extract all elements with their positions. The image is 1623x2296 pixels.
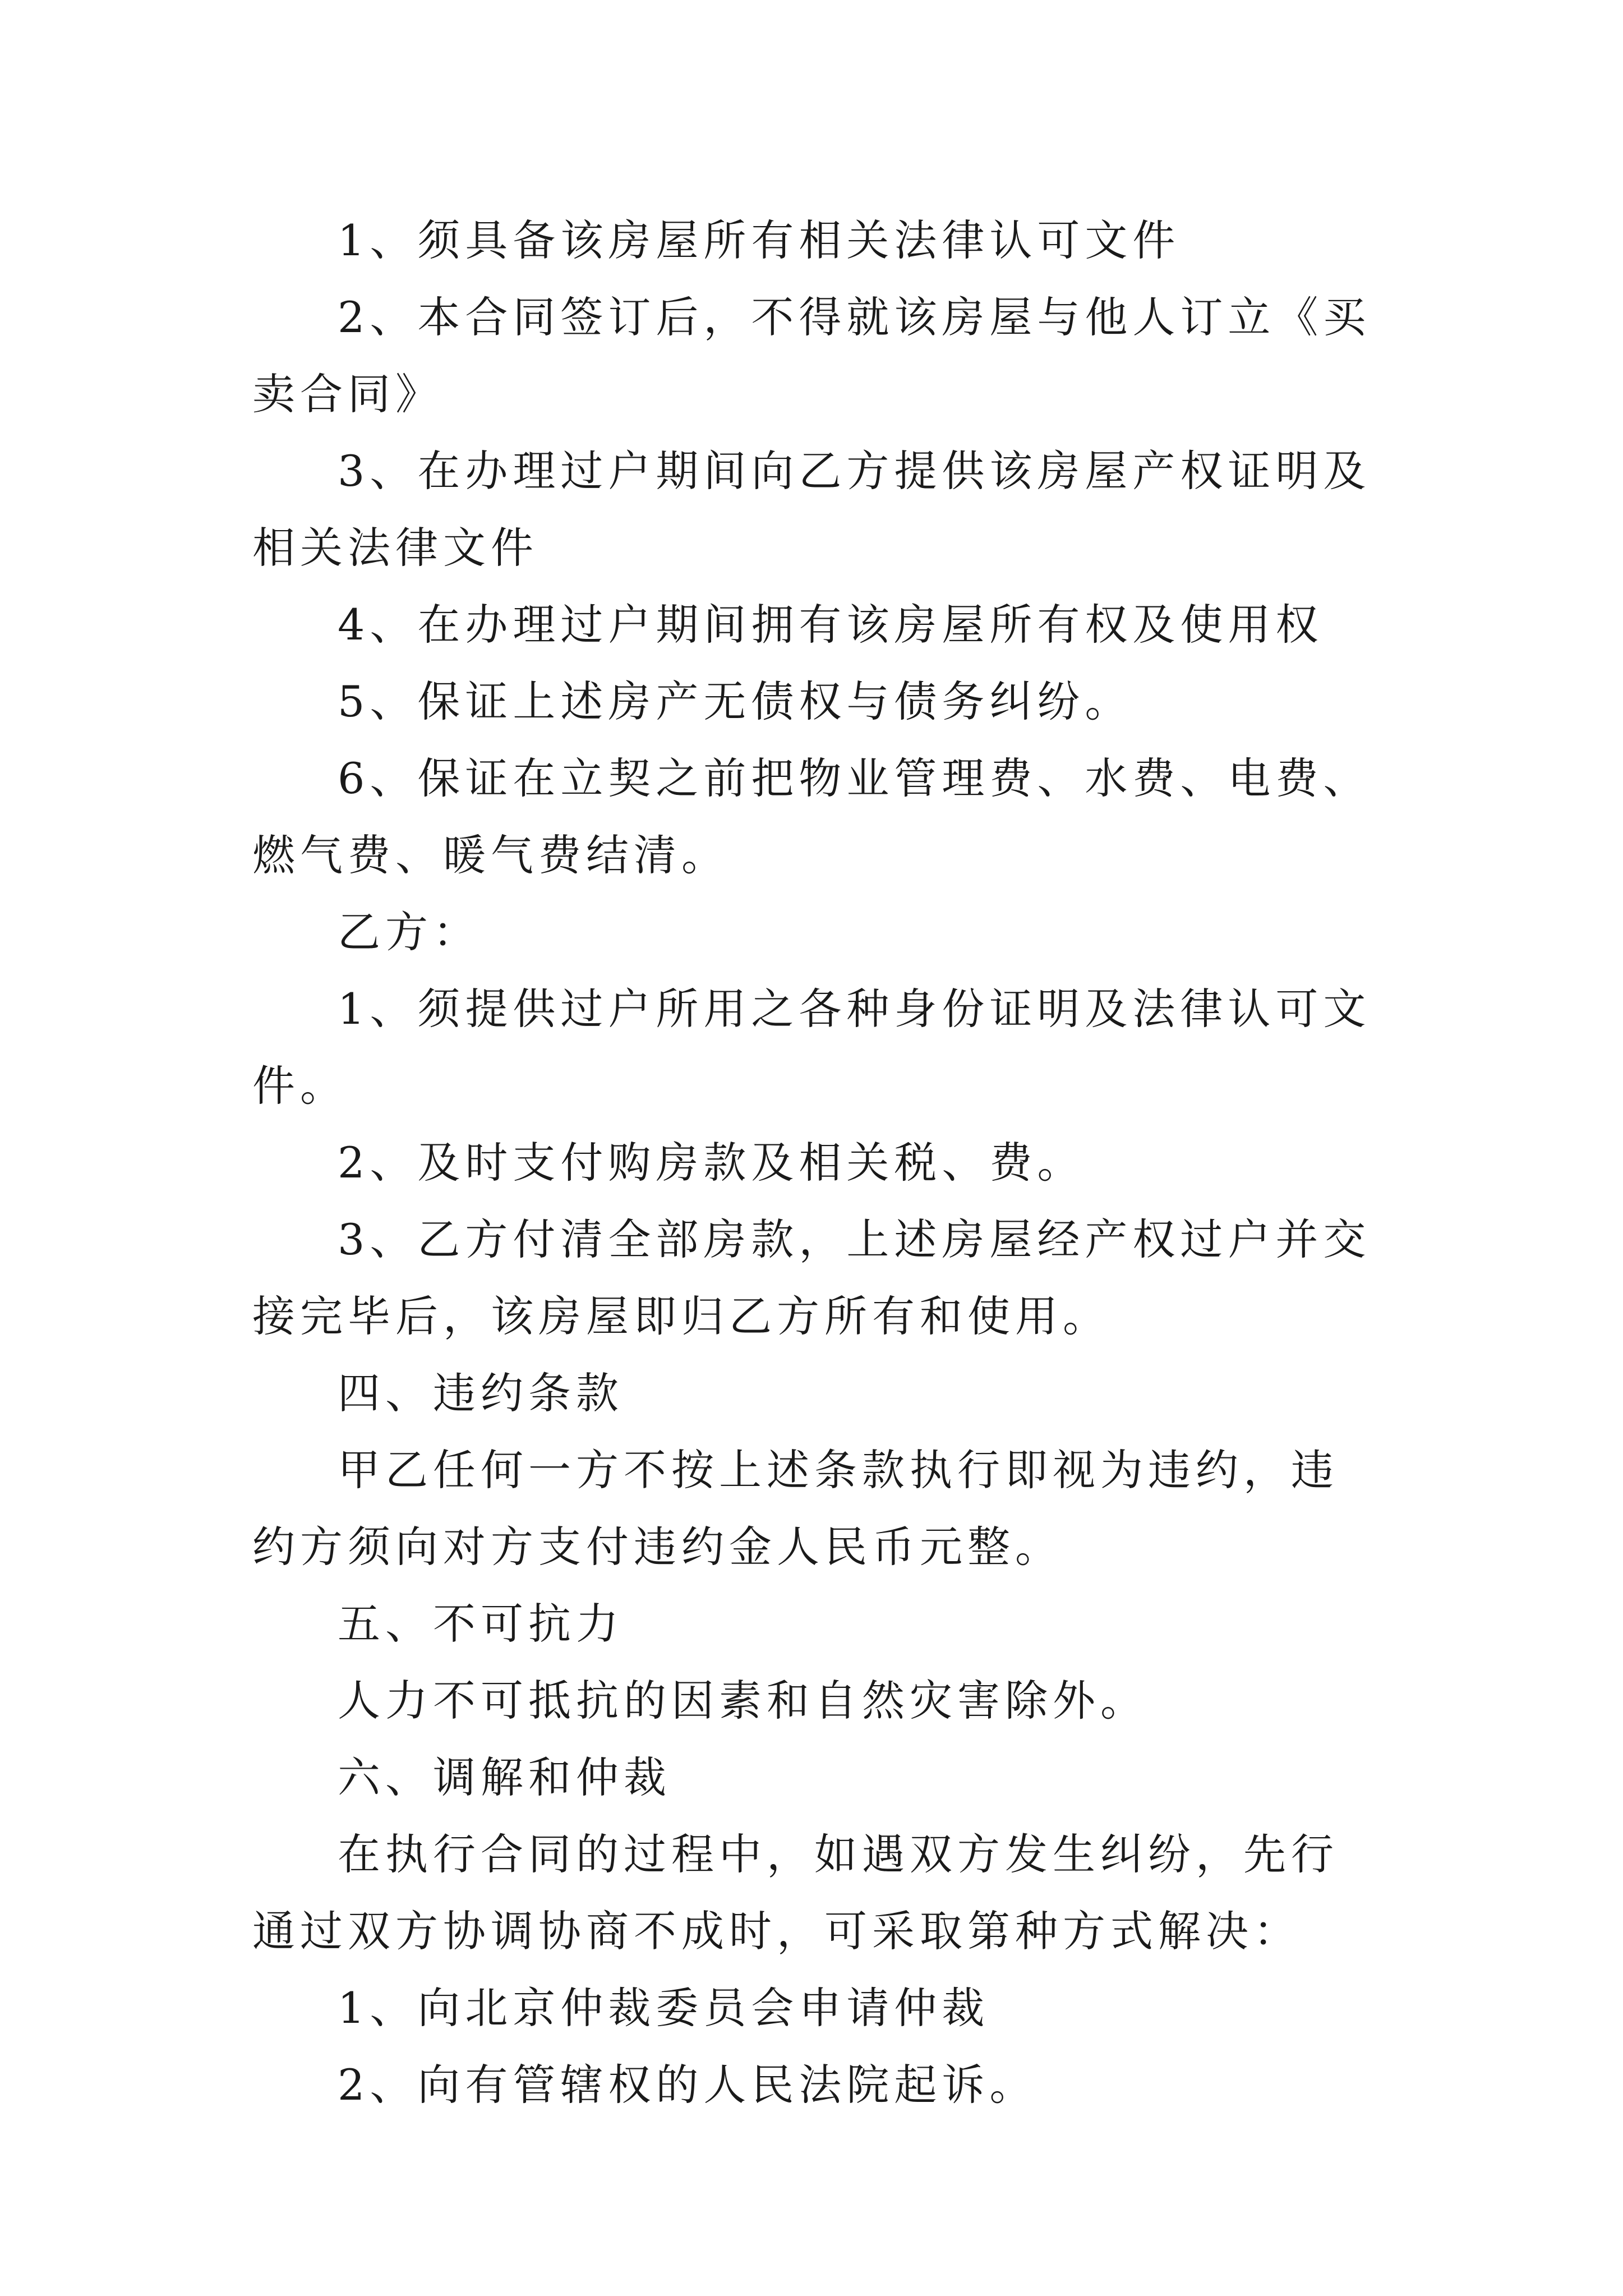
paragraph-breach-clause: 甲乙任何一方不按上述条款执行即视为违约，违约方须向对方支付违约金人民币元整。 — [252, 1445, 1339, 1572]
paragraph-force-majeure: 人力不可抵抗的因素和自然灾害除外。 — [338, 1676, 1148, 1726]
paragraph-seller-duty-3: 3、在办理过户期间向乙方提供该房屋产权证明及相关法律文件 — [252, 446, 1371, 573]
paragraph-seller-duty-1: 1、须具备该房屋所有相关法律认可文件 — [338, 215, 1181, 265]
paragraph-buyer-duty-2: 2、及时支付购房款及相关税、费。 — [338, 1138, 1085, 1188]
paragraph-seller-duty-2: 2、本合同签订后，不得就该房屋与他人订立《买卖合同》 — [252, 292, 1371, 419]
paragraph-seller-duty-4: 4、在办理过户期间拥有该房屋所有权及使用权 — [338, 600, 1324, 650]
paragraph-buyer-duty-1: 1、须提供过户所用之各种身份证明及法律认可文件。 — [252, 984, 1371, 1111]
paragraph-resolution-option-2: 2、向有管辖权的人民法院起诉。 — [338, 2060, 1038, 2110]
heading-breach-clause: 四、违约条款 — [338, 1368, 624, 1418]
paragraph-seller-duty-6: 6、保证在立契之前把物业管理费、水费、电费、燃气费、暖气费结清。 — [252, 753, 1371, 880]
paragraph-dispute-resolution: 在执行合同的过程中，如遇双方发生纠纷，先行通过双方协调协商不成时，可采取第种方式解决： — [252, 1829, 1339, 1956]
document-body — [252, 202, 1385, 2123]
paragraph-resolution-option-1: 1、向北京仲裁委员会申请仲裁 — [338, 1983, 990, 2033]
heading-party-b: 乙方： — [338, 907, 481, 957]
heading-mediation-arbitration: 六、调解和仲裁 — [338, 1752, 671, 1802]
heading-force-majeure: 五、不可抗力 — [338, 1599, 624, 1649]
paragraph-seller-duty-5: 5、保证上述房产无债权与债务纠纷。 — [338, 677, 1133, 726]
paragraph-buyer-duty-3: 3、乙方付清全部房款，上述房屋经产权过户并交接完毕后，该房屋即归乙方所有和使用。 — [252, 1214, 1371, 1341]
